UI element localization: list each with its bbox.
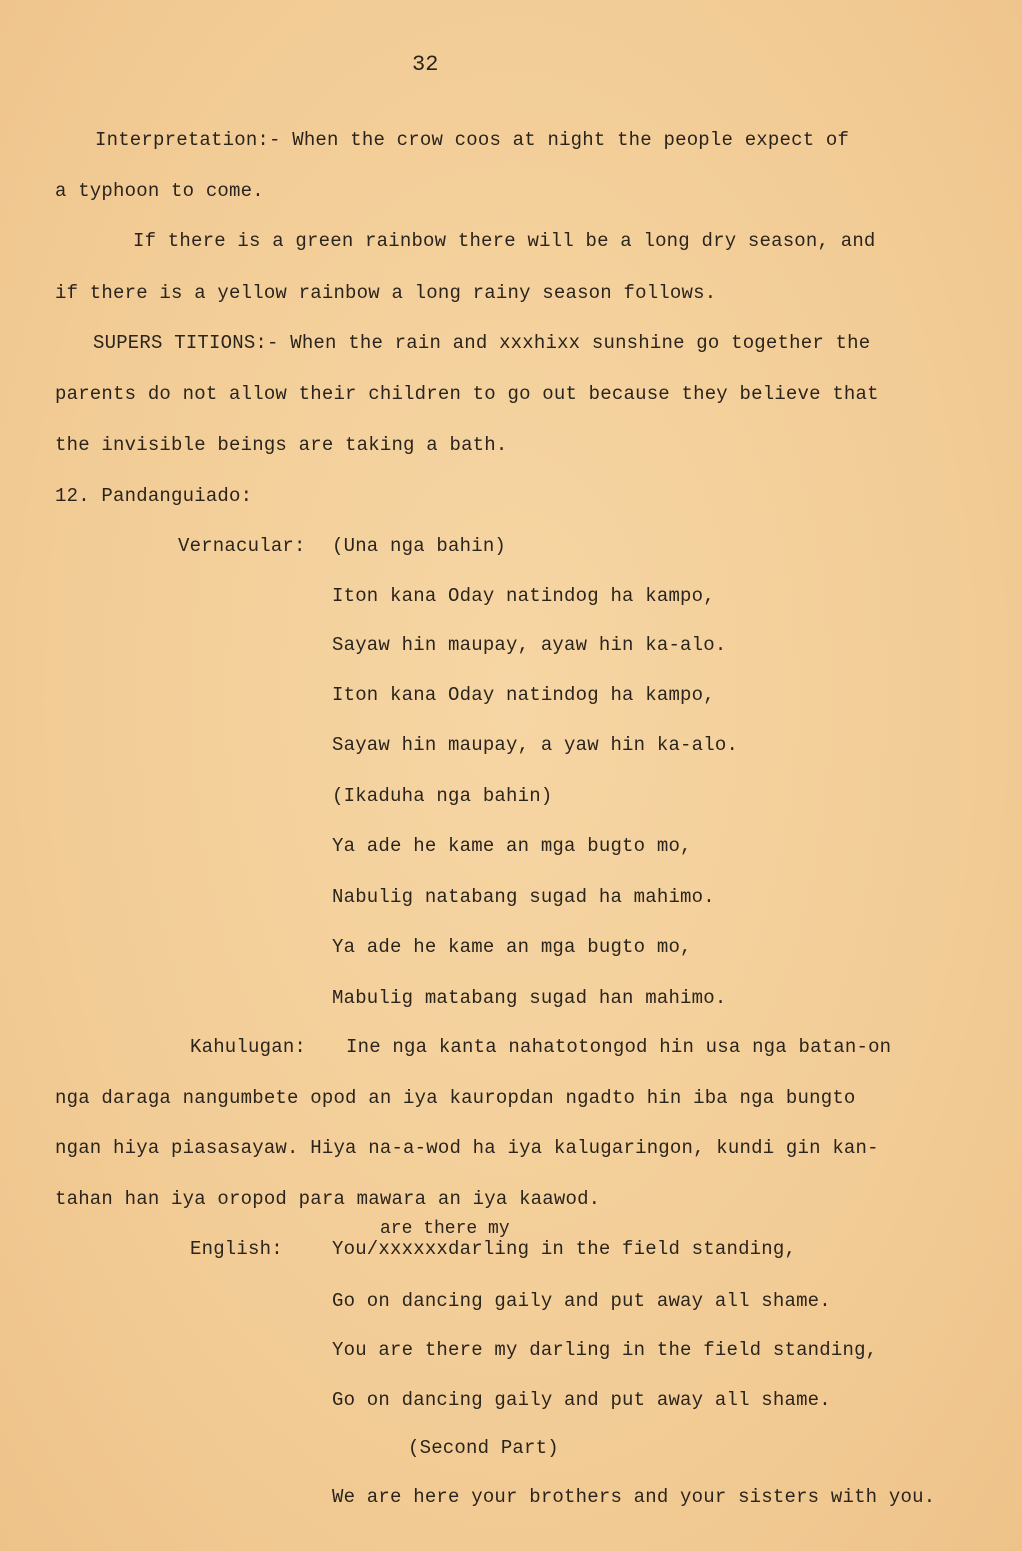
- english-part-2: (Second Part): [408, 1437, 559, 1459]
- vernacular-label: Vernacular:: [178, 535, 306, 557]
- english-verse-4: Go on dancing gaily and put away all shame.: [332, 1389, 831, 1411]
- interpretation-line-1: Interpretation:- When the crow coos at night the people expect of: [95, 129, 850, 151]
- english-verse-5: We are here your brothers and your sisters with you.: [332, 1486, 936, 1508]
- rainbow-line-2: if there is a yellow rainbow a long rainy season follows.: [55, 282, 717, 304]
- superstitions-line-1: SUPERS TITIONS:- When the rain and xxxhixx sunshine go together the: [93, 332, 871, 354]
- english-verse-1: You/xxxxxxdarling in the field standing,: [332, 1238, 797, 1260]
- vernacular-part-2: (Ikaduha nga bahin): [332, 785, 553, 807]
- vernacular-verse-6: Nabulig natabang sugad ha mahimo.: [332, 886, 715, 908]
- vernacular-verse-1: Iton kana Oday natindog ha kampo,: [332, 585, 715, 607]
- rainbow-line-1: If there is a green rainbow there will be a long dry season, and: [133, 230, 876, 252]
- kahulugan-line-4: tahan han iya oropod para mawara an iya kaawod.: [55, 1188, 601, 1210]
- superstitions-line-3: the invisible beings are taking a bath.: [55, 434, 508, 456]
- vernacular-verse-3: Iton kana Oday natindog ha kampo,: [332, 684, 715, 706]
- kahulugan-line-3: ngan hiya piasasayaw. Hiya na-a-wod ha iya kalugaringon, kundi gin kan-: [55, 1137, 879, 1159]
- vernacular-verse-4: Sayaw hin maupay, a yaw hin ka-alo.: [332, 734, 739, 756]
- vernacular-part-1: (Una nga bahin): [332, 535, 507, 557]
- interpretation-line-2: a typhoon to come.: [55, 180, 264, 202]
- english-verse-2: Go on dancing gaily and put away all shame.: [332, 1290, 831, 1312]
- kahulugan-line-1: Ine nga kanta nahatotongod hin usa nga batan-on: [346, 1036, 892, 1058]
- vernacular-verse-2: Sayaw hin maupay, ayaw hin ka-alo.: [332, 634, 727, 656]
- vernacular-verse-8: Mabulig matabang sugad han mahimo.: [332, 987, 727, 1009]
- english-interlinear-insert: are there my: [380, 1219, 510, 1239]
- english-label: English:: [190, 1238, 283, 1260]
- english-verse-3: You are there my darling in the field standing,: [332, 1339, 878, 1361]
- kahulugan-line-2: nga daraga nangumbete opod an iya kauropdan ngadto hin iba nga bungto: [55, 1087, 856, 1109]
- vernacular-verse-5: Ya ade he kame an mga bugto mo,: [332, 835, 692, 857]
- kahulugan-label: Kahulugan:: [190, 1036, 307, 1058]
- vernacular-verse-7: Ya ade he kame an mga bugto mo,: [332, 936, 692, 958]
- item-12-heading: 12. Pandanguiado:: [55, 485, 253, 507]
- superstitions-line-2: parents do not allow their children to go out because they believe that: [55, 383, 879, 405]
- page-number: 32: [412, 52, 439, 77]
